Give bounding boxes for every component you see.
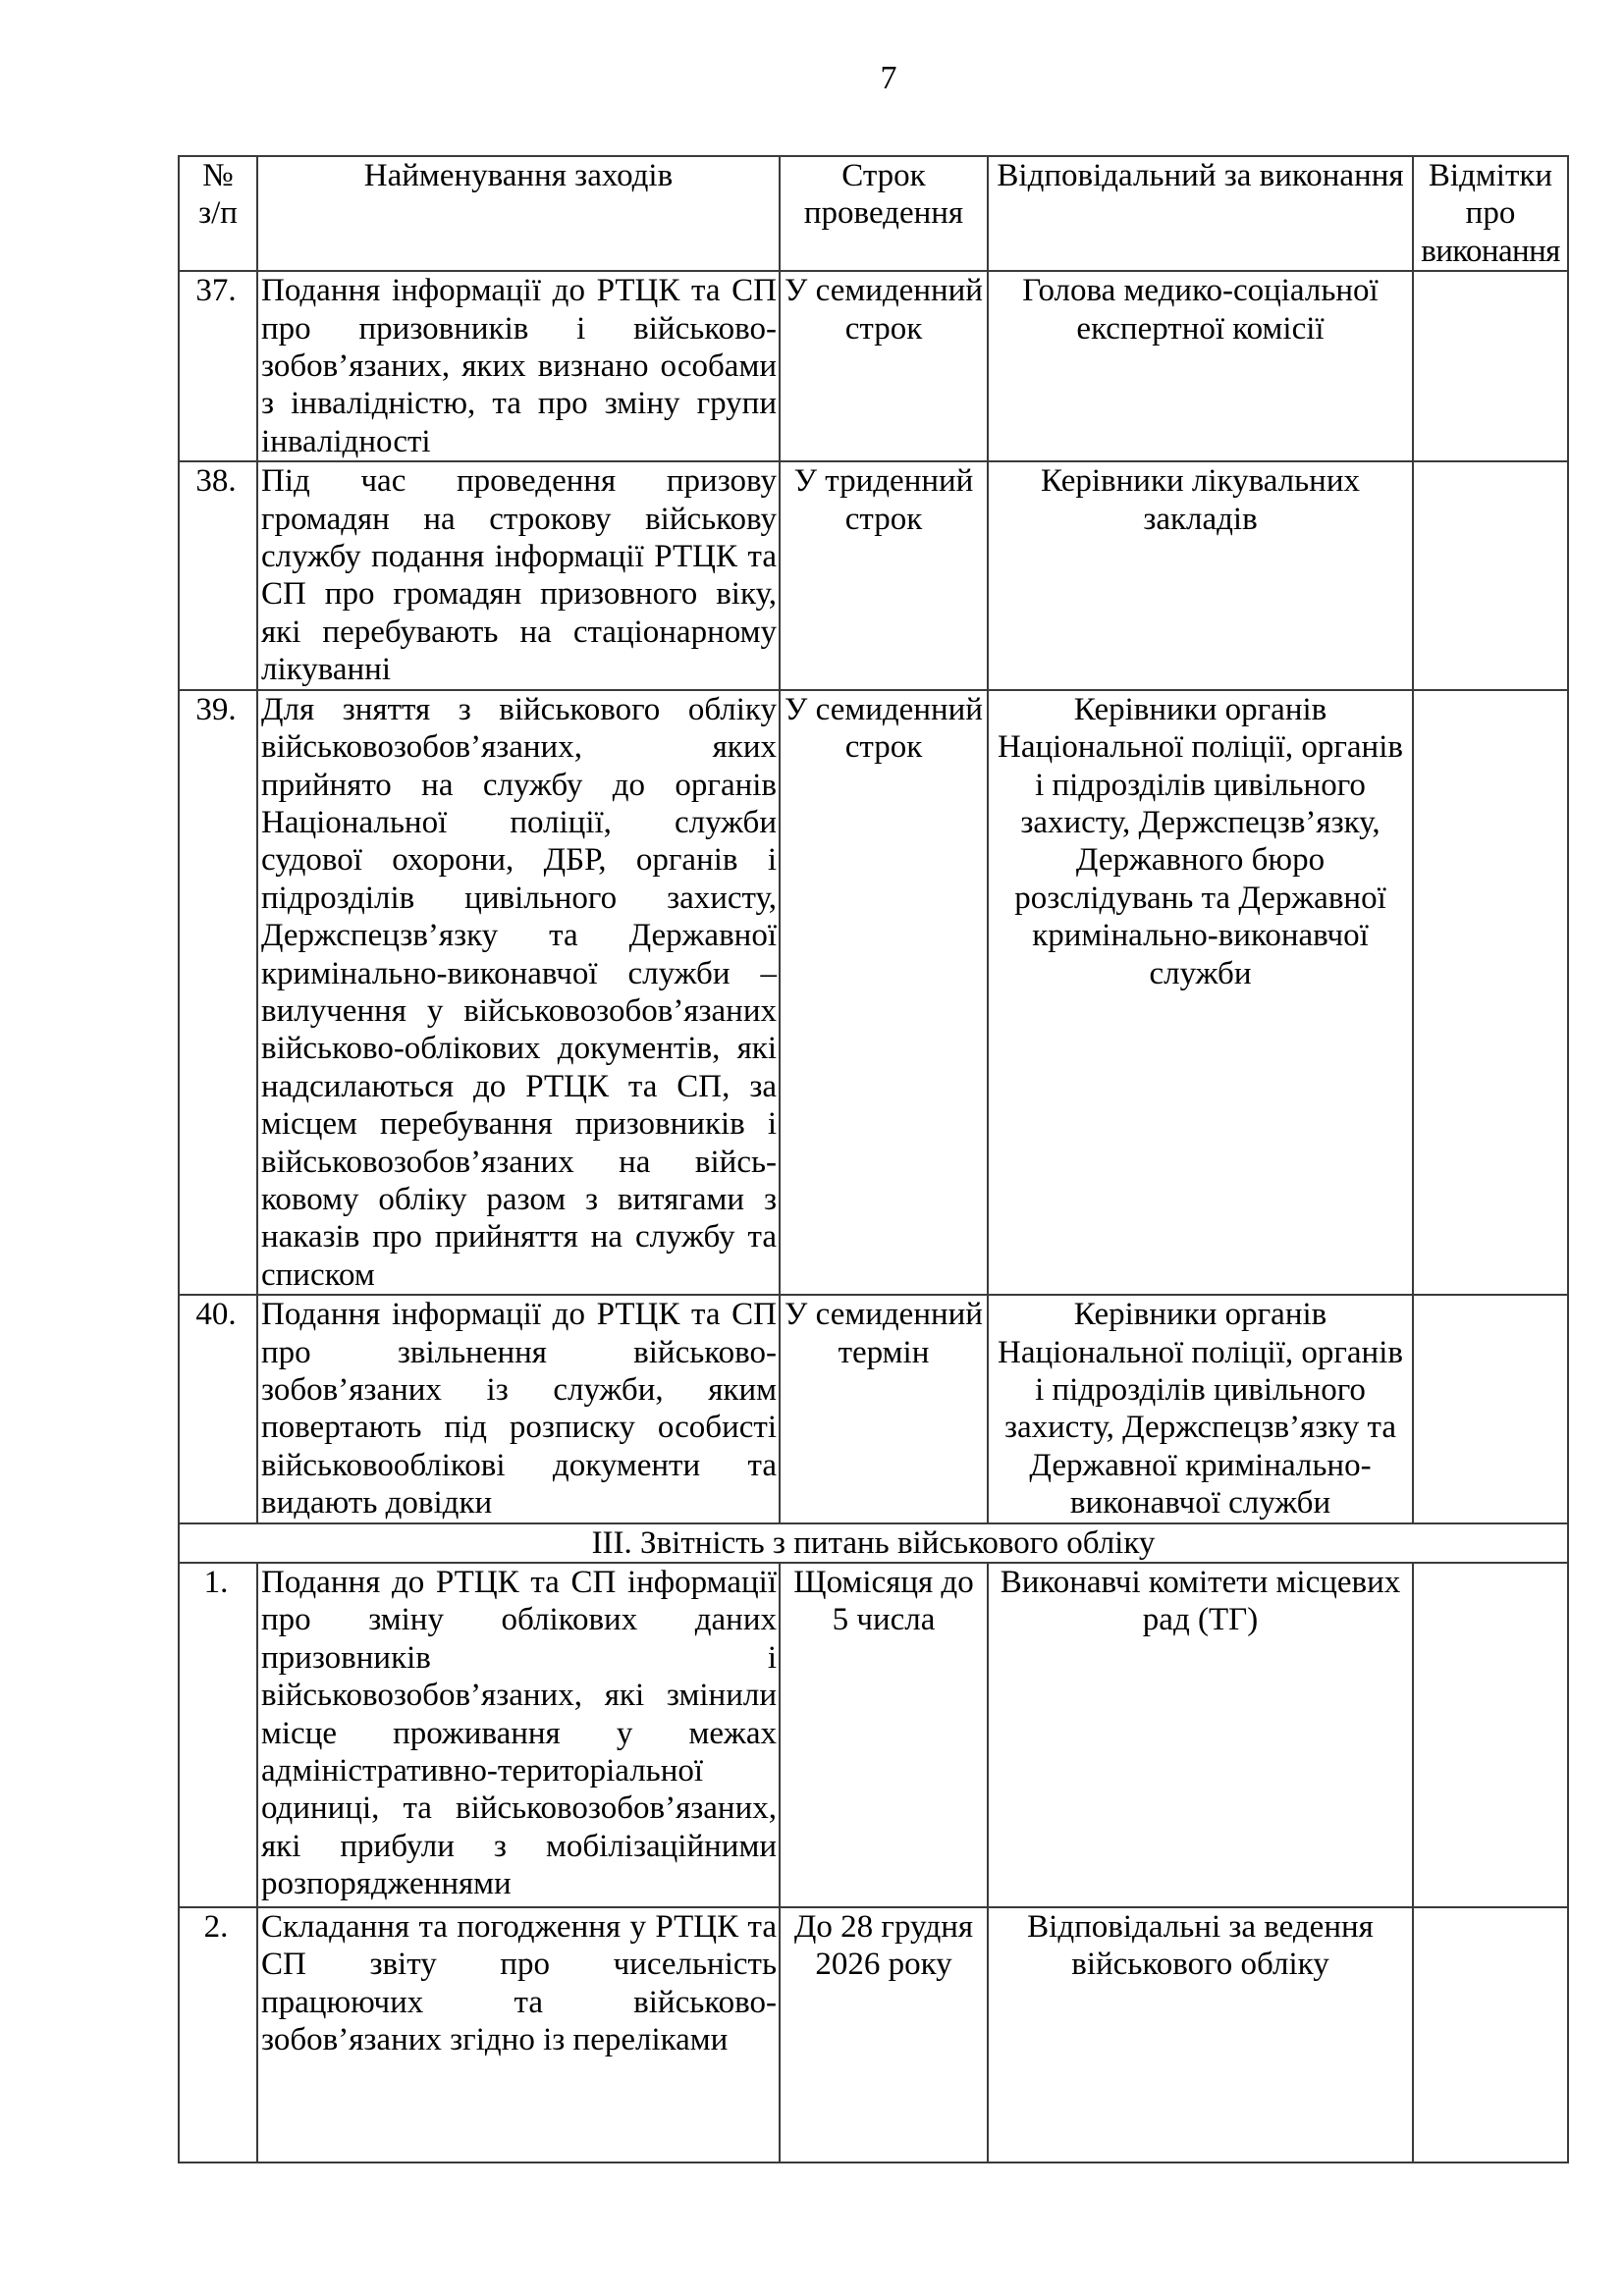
text-line: працюючих та військово-	[261, 1984, 777, 2020]
text-line: одиниці, та військовозобов’язаних,	[261, 1790, 777, 1827]
table-row	[179, 690, 1568, 1296]
text-line: До 28 грудня	[793, 1909, 974, 1946]
text-line: надсилаються до РТЦК та СП, за	[261, 1068, 777, 1104]
text-line: місце проживання у межах	[261, 1715, 777, 1751]
text-line: Подання інформації до РТЦК та СП	[261, 1297, 777, 1333]
header-term-line: Строк	[841, 158, 926, 193]
text-line: кримінально-виконавчої	[1032, 918, 1369, 954]
text-line: служби	[1149, 955, 1252, 991]
text-line: У семиденний	[785, 691, 983, 727]
notes-cell	[1413, 1907, 1568, 2163]
header-num	[179, 156, 257, 271]
text-line: 5 числа	[832, 1602, 936, 1638]
text-line: виконавчої служби	[1069, 1485, 1331, 1522]
header-responsible: Відповідальний за виконання	[988, 156, 1413, 271]
text-line: і підрозділів цивільного	[1035, 1372, 1366, 1408]
text-line: Голова медико-соціальної	[1022, 273, 1379, 309]
text-line: експертної комісії	[1076, 310, 1325, 347]
header-term	[780, 156, 988, 271]
responsible-cell	[988, 1295, 1413, 1522]
table-row	[179, 1295, 1568, 1522]
text-line: Керівники органів	[1073, 1297, 1327, 1333]
header-notes-line: виконання	[1421, 233, 1560, 269]
section-heading-row	[179, 1523, 1568, 1563]
notes-cell	[1413, 1563, 1568, 1907]
text-line: прийнято на службу до органів	[261, 767, 777, 803]
text-line: видають довідки	[261, 1485, 493, 1522]
text-line: СП звіту про чисельність	[261, 1947, 777, 1983]
section-title: ІІІ. Звітність з питань військового обліку	[179, 1523, 1568, 1563]
header-notes-line: про	[1465, 195, 1516, 232]
term-cell	[780, 271, 988, 461]
text-line: розпорядженнями	[261, 1866, 512, 1902]
text-line: розслідувань та Державної	[1014, 880, 1386, 916]
text-line: Подання до РТЦК та СП інформації	[261, 1565, 777, 1601]
text-line: військово-облікових документів, які	[261, 1031, 777, 1067]
text-line: Під час проведення призову	[261, 463, 777, 500]
text-line: місцем перебування призовників і	[261, 1106, 777, 1143]
row-number: 1.	[179, 1563, 257, 1907]
text-line: військового обліку	[1071, 1947, 1329, 1983]
row-number: 40.	[179, 1295, 257, 1522]
text-line: У семиденний	[785, 1297, 983, 1333]
text-line: закладів	[1143, 501, 1258, 537]
table-row	[179, 461, 1568, 689]
notes-cell	[1413, 271, 1568, 461]
text-line: У семиденний	[785, 273, 983, 309]
responsible-cell	[988, 690, 1413, 1296]
row-number: 2.	[179, 1907, 257, 2163]
text-line: вилучення у військовозобов’язаних	[261, 992, 777, 1029]
text-line: строк	[844, 501, 923, 537]
table-header-row	[179, 156, 1568, 271]
text-line: рад (ТГ)	[1142, 1602, 1259, 1638]
row-number: 37.	[179, 271, 257, 461]
header-term-line: проведення	[803, 195, 964, 232]
measure-cell	[257, 1295, 780, 1522]
text-line: Національної поліції, органів	[998, 1334, 1403, 1370]
text-line: Виконавчі комітети місцевих	[1000, 1565, 1401, 1601]
text-line: призовників і	[261, 1639, 777, 1676]
row-number: 39.	[179, 690, 257, 1296]
text-line: строк	[844, 729, 923, 766]
text-line: повертають під розписку особисті	[261, 1410, 777, 1446]
responsible-cell	[988, 271, 1413, 461]
text-line: зобов’язаних, яких визнано особами	[261, 348, 777, 385]
text-line: списком	[261, 1256, 375, 1293]
notes-cell	[1413, 461, 1568, 689]
text-line: про призовників і військово-	[261, 310, 777, 347]
text-line: наказів про прийняття на службу та	[261, 1219, 777, 1255]
text-line: які перебувають на стаціонарному	[261, 614, 777, 650]
text-line: Складання та погодження у РТЦК та	[261, 1909, 777, 1946]
text-line: У триденний	[793, 463, 974, 500]
text-line: термін	[838, 1334, 930, 1370]
text-line: про звільнення військово-	[261, 1334, 777, 1370]
text-line: військовозобов’язаних на війсь-	[261, 1144, 777, 1180]
text-line: інвалідності	[261, 423, 431, 459]
text-line: Щомісяця до	[793, 1565, 974, 1601]
text-line: Керівники лікувальних	[1040, 463, 1361, 500]
text-line: лікуванні	[261, 652, 391, 688]
text-line: військовозобов’язаних, які змінили	[261, 1678, 777, 1714]
text-line: громадян на строкову військову	[261, 501, 777, 537]
text-line: Державної кримінально-	[1029, 1447, 1372, 1483]
header-notes-line: Відмітки	[1428, 158, 1553, 193]
text-line: зобов’язаних із служби, яким	[261, 1372, 777, 1408]
term-cell	[780, 1295, 988, 1522]
text-line: Подання інформації до РТЦК та СП	[261, 273, 777, 309]
text-line: службу подання інформації РТЦК та	[261, 539, 777, 575]
measure-cell	[257, 1563, 780, 1907]
measure-cell	[257, 690, 780, 1296]
term-cell	[780, 1907, 988, 2163]
text-line: про зміну облікових даних	[261, 1602, 777, 1638]
header-measure: Найменування заходів	[257, 156, 780, 271]
text-line: Керівники органів	[1073, 691, 1327, 727]
header-num-line: з/п	[198, 195, 238, 232]
term-cell	[780, 461, 988, 689]
text-line: 2026 року	[815, 1947, 952, 1983]
text-line: підрозділів цивільного захисту,	[261, 880, 777, 916]
text-line: військовозобов’язаних, яких	[261, 729, 777, 766]
text-line: захисту, Держспецзв’язку та	[1003, 1410, 1397, 1446]
table-row	[179, 1907, 1568, 2163]
text-line: Держспецзв’язку та Державної	[261, 918, 777, 954]
measures-table	[178, 155, 1569, 2163]
text-line: і підрозділів цивільного	[1035, 767, 1366, 803]
header-num-line: №	[202, 158, 234, 193]
page-number: 7	[880, 60, 897, 96]
text-line: Для зняття з військового обліку	[261, 691, 777, 727]
responsible-cell	[988, 1907, 1413, 2163]
text-line: військовооблікові документи та	[261, 1447, 777, 1483]
notes-cell	[1413, 1295, 1568, 1522]
text-line: з інвалідністю, та про зміну групи	[261, 386, 777, 422]
table-row	[179, 1563, 1568, 1907]
text-line: ковому обліку разом з витягами з	[261, 1181, 777, 1217]
text-line: Національної поліції, служби	[261, 804, 777, 840]
responsible-cell	[988, 1563, 1413, 1907]
text-line: Національної поліції, органів	[998, 729, 1403, 766]
notes-cell	[1413, 690, 1568, 1296]
text-line: які прибули з мобілізаційними	[261, 1828, 777, 1864]
text-line: адміністративно-територіальної	[261, 1753, 704, 1789]
term-cell	[780, 690, 988, 1296]
term-cell	[780, 1563, 988, 1907]
text-line: Державного бюро	[1075, 842, 1326, 879]
text-line: СП про громадян призовного віку,	[261, 576, 777, 613]
header-notes	[1413, 156, 1568, 271]
measure-cell	[257, 271, 780, 461]
text-line: зобов’язаних згідно із переліками	[261, 2022, 729, 2058]
text-line: Відповідальні за ведення	[1027, 1909, 1374, 1946]
text-line: захисту, Держспецзв’язку,	[1020, 804, 1380, 840]
measure-cell	[257, 1907, 780, 2163]
text-line: кримінально-виконавчої служби –	[261, 955, 777, 991]
measure-cell	[257, 461, 780, 689]
text-line: строк	[844, 310, 923, 347]
responsible-cell	[988, 461, 1413, 689]
row-number: 38.	[179, 461, 257, 689]
table-row	[179, 271, 1568, 461]
text-line: судової охорони, ДБР, органів і	[261, 842, 777, 879]
